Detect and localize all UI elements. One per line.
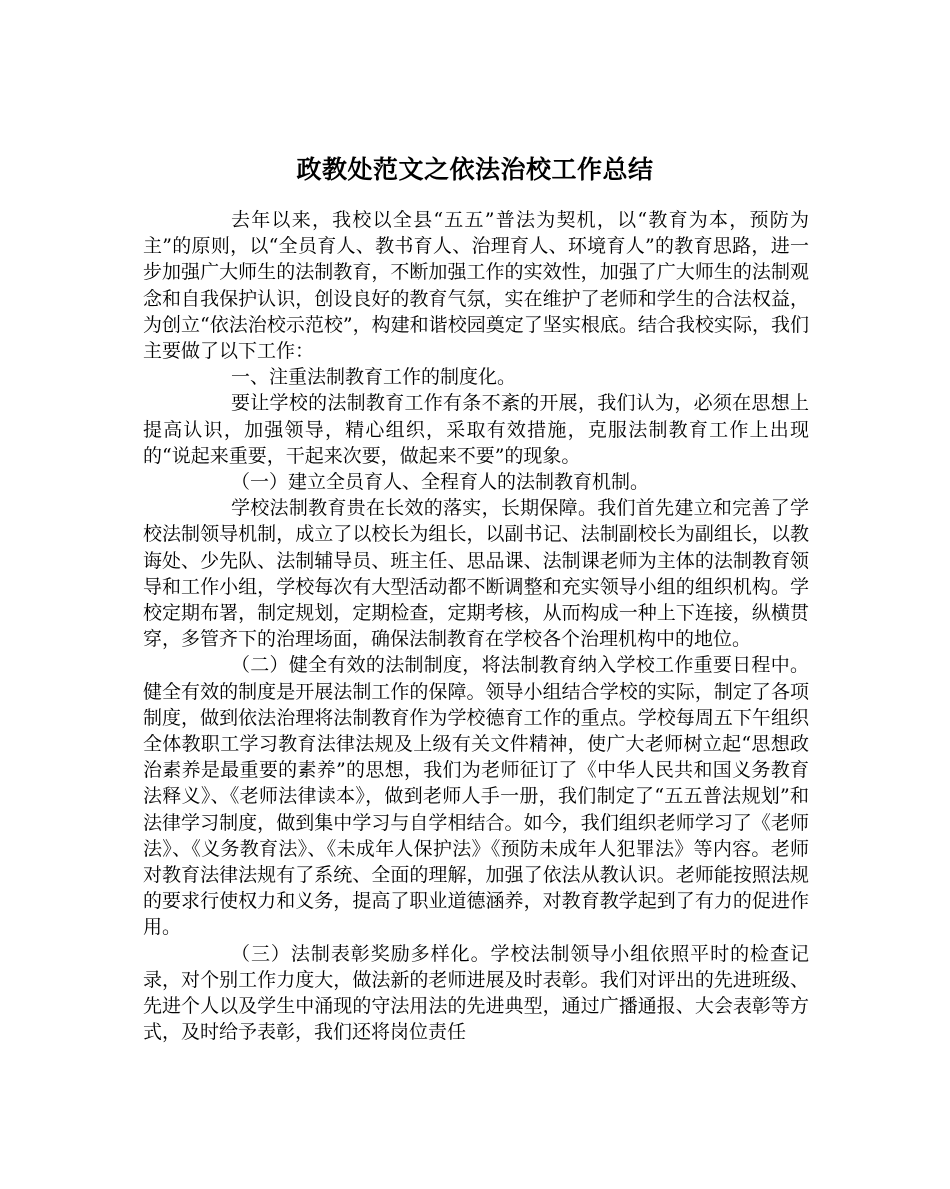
paragraph-subsection-1: 学校法制教育贵在长效的落实，长期保障。我们首先建立和完善了学校法制领导机制，成立了以校长为组长，以副书记、法制副校长为副组长，以教诲处、少先队、法制辅导员、班主任、思品课、法制课老师为主体的法制教育领导和工作小组，学校每次有大型活动都不断调整和充实领导小组的组织机构。学校定期布署，制定规划，定期检查，定期考核，从而构成一种上下连接，纵横贯穿，多管齐下的治理场面，确保法制教育在学校各个治理机构中的地位。 (143, 497, 809, 651)
paragraph-subsection-2: （二）健全有效的法制制度，将法制教育纳入学校工作重要日程中。健全有效的制度是开展法制工作的保障。领导小组结合学校的实际，制定了各项制度，做到依法治理将法制教育作为学校德育工作的重点。学校每周五下午组织全体教职工学习教育法律法规及上级有关文件精神，使广大老师树立起“思想政治素养是最重要的素养”的思想，我们为老师征订了《中华人民共和国义务教育法释义》、《老师法律读本》，做到老师人手一册，我们制定了“五五普法规划”和法律学习制度，做到集中学习与自学相结合。如今，我们组织老师学习了《老师法》、《义务教育法》、《未成年人保护法》《预防未成年人犯罪法》等内容。老师对教育法律法规有了系统、全面的理解，加强了依法从教认识。老师能按照法规的要求行使权力和义务，提高了职业道德涵养，对教育教学起到了有力的促进作用。 (143, 654, 809, 939)
paragraph-subsection-3: （三）法制表彰奖励多样化。学校法制领导小组依照平时的检查记录，对个别工作力度大，做法新的老师进展及时表彰。我们对评出的先进班级、先进个人以及学生中涌现的守法用法的先进典型，通过广播通报、大会表彰等方式，及时给予表彰，我们还将岗位责任 (143, 942, 809, 1044)
subsection-heading-1: （一）建立全员育人、全程育人的法制教育机制。 (231, 471, 650, 494)
document-title: 政教处范文之依法治校工作总结 (296, 154, 654, 184)
document-body (143, 207, 809, 1046)
paragraph-section-1: 要让学校的法制教育工作有条不紊的开展，我们认为，必须在思想上提高认识，加强领导，精心组织，采取有效措施，克服法制教育工作上出现的“说起来重要，干起来次要，做起来不要”的现象。 (143, 392, 809, 467)
section-heading-1: 一、注重法制教育工作的制度化。 (231, 366, 517, 389)
paragraph-intro: 去年以来，我校以全县“五五”普法为契机，以“教育为本，预防为主”的原则，以“全员育人、教书育人、治理育人、环境育人”的教育思路，进一步加强广大师生的法制教育，不断加强工作的实效性，加强了广大师生的法制观念和自我保护认识，创设良好的教育气氛，实在维护了老师和学生的合法权益，为创立“依法治校示范校”，构建和谐校园奠定了坚实根底。结合我校实际，我们主要做了以下工作： (143, 209, 809, 363)
